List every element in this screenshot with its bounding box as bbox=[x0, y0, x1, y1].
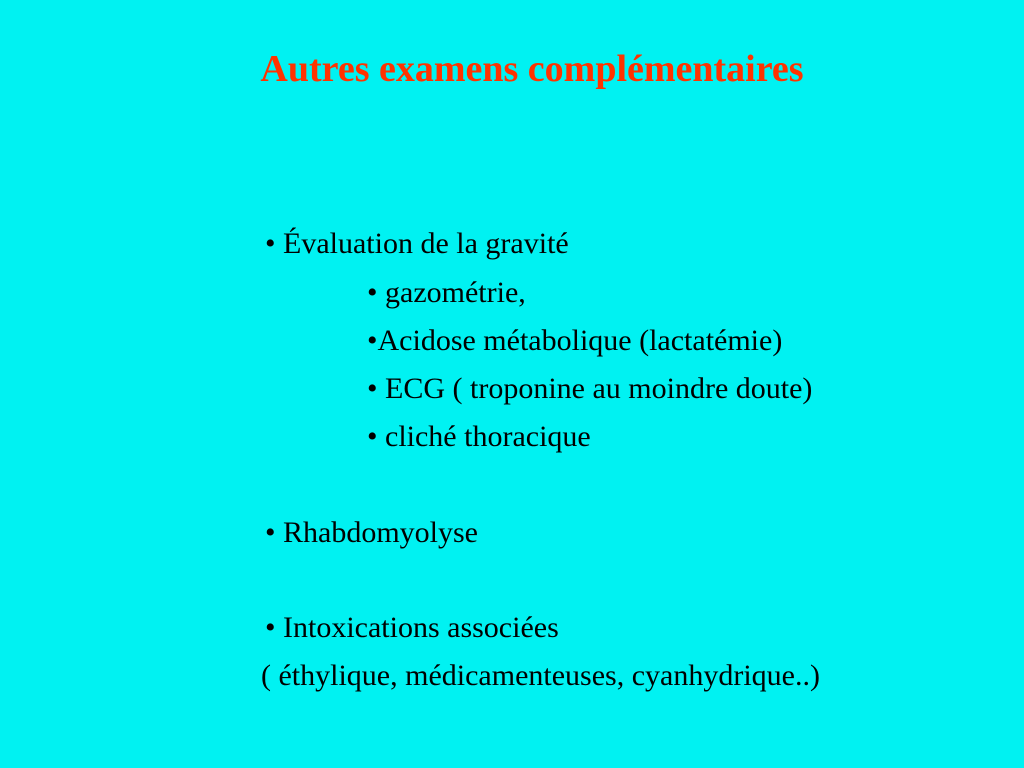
bullet-intoxications: • Intoxications associées bbox=[265, 611, 559, 644]
intoxications-detail: ( éthylique, médicamenteuses, cyanhydrique..) bbox=[261, 659, 820, 692]
sub-bullet-ecg: • ECG ( troponine au moindre doute) bbox=[367, 372, 813, 405]
bullet-rhabdomyolyse: • Rhabdomyolyse bbox=[265, 516, 478, 549]
slide-title: Autres examens complémentaires bbox=[260, 48, 804, 90]
bullet-evaluation-gravite: • Évaluation de la gravité bbox=[265, 227, 569, 260]
sub-bullet-gazometrie: • gazométrie, bbox=[367, 276, 526, 309]
sub-bullet-cliche-thoracique: • cliché thoracique bbox=[367, 420, 591, 453]
sub-bullet-acidose: •Acidose métabolique (lactatémie) bbox=[367, 324, 783, 357]
